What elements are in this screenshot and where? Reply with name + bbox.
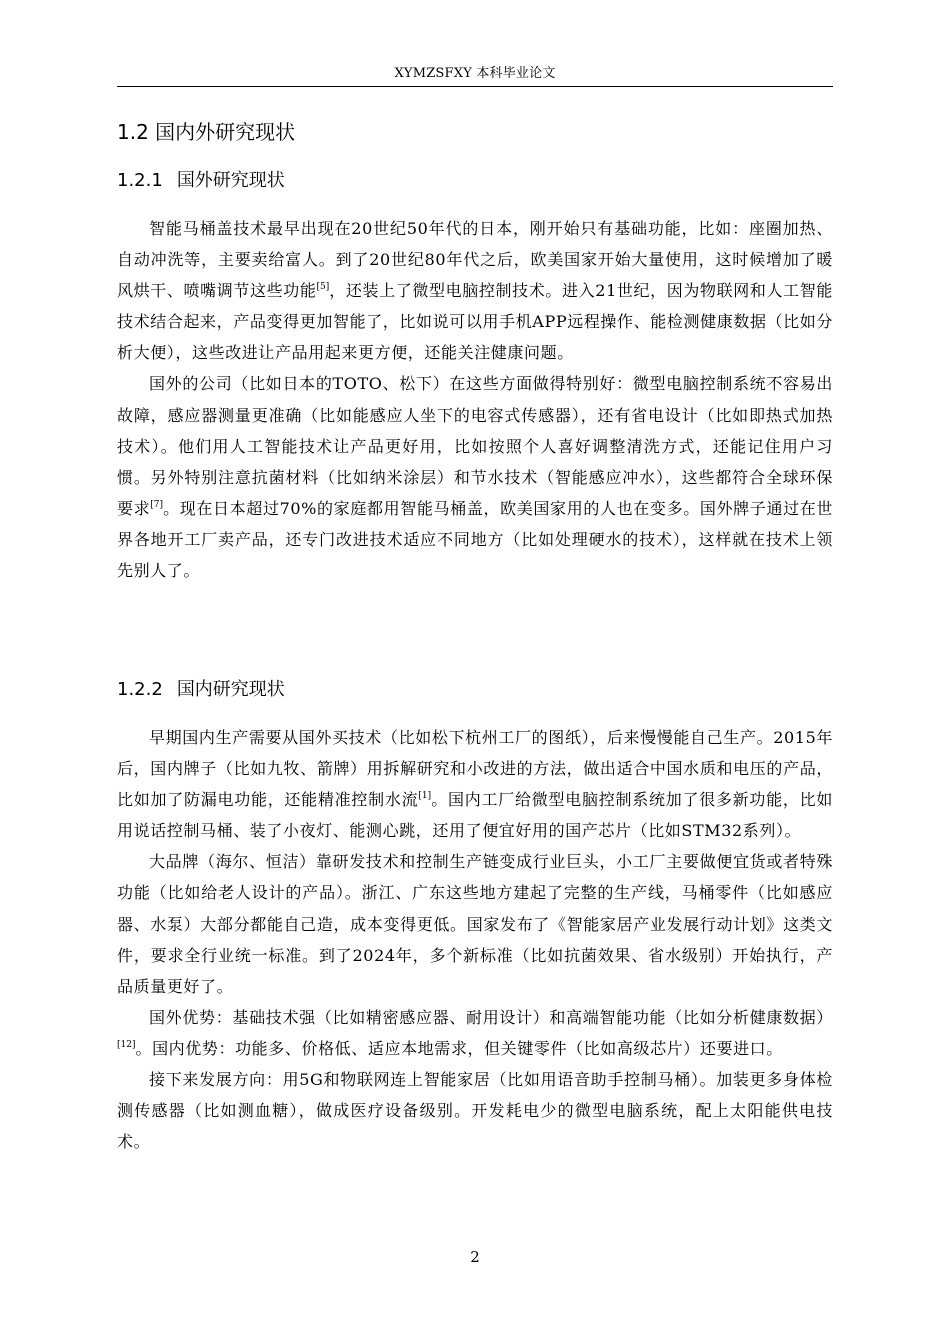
paragraph-text: 。国内优势：功能多、价格低、适应本地需求，但关键零件（比如高级芯片）还要进口。 (135, 1038, 783, 1058)
heading-title: 国外研究现状 (176, 170, 285, 191)
paragraph-text: 国外优势：基础技术强（比如精密感应器、耐用设计）和高端智能功能（比如分析健康数据） (149, 1007, 833, 1027)
citation: [7] (150, 499, 164, 510)
paragraph (117, 1002, 833, 1064)
citation: [12] (117, 1039, 136, 1050)
paragraph-text: 国外的公司（比如日本的TOTO、松下）在这些方面做得特别好：微型电脑控制系统不容易出故障，感应器测量更准确（比如能感应人坐下的电容式传感器），还有省电设计（比如即热式加热技术）。他们用人工智能技术让产品更好用，比如按照个人喜好调整清洗方式，还能记住用户习惯。另外特别注意抗菌材料（比如纳米涂层）和节水技术（智能感应冲水），这些都符合全球环保要求 (117, 374, 833, 518)
section-body-1-2-2 (117, 722, 833, 1157)
citation: [5] (316, 282, 330, 293)
paragraph: 大品牌（海尔、恒洁）靠研发技术和控制生产链变成行业巨头，小工厂主要做便宜货或者特殊功能（比如给老人设计的产品）。浙江、广东这些地方建起了完整的生产线，马桶零件（比如感应器、水泵）大部分都能自己造，成本变得更低。国家发布了《智能家居产业发展行动计划》这类文件，要求全行业统一标准。到了2024年，多个新标准（比如抗菌效果、省水级别）开始执行，产品质量更好了。 (117, 852, 833, 996)
paragraph (117, 213, 833, 368)
paragraph-text: 。现在日本超过70%的家庭都用智能马桶盖，欧美国家用的人也在变多。国外牌子通过在世界各地开工厂卖产品，还专门改进技术适应不同地方（比如处理硬水的技术），这样就在技术上领先别人了。 (117, 498, 833, 581)
page-number: 2 (470, 1248, 480, 1266)
paragraph: 接下来发展方向：用5G和物联网连上智能家居（比如用语音助手控制马桶）。加装更多身体检测传感器（比如测血糖），做成医疗设备级别。开发耗电少的微型电脑系统，配上太阳能供电技术。 (117, 1070, 833, 1152)
paragraph (117, 368, 833, 586)
heading-title: 国内研究现状 (176, 679, 285, 700)
paragraph-text: 智能马桶盖技术最早出现在20世纪50年代的日本，刚开始只有基础功能，比如：座圈加热、自动冲洗等，主要卖给富人。到了20世纪80年代之后，欧美国家开始大量使用，这时候增加了暖风烘干、喷嘴调节这些功能 (117, 219, 833, 301)
section-heading-1-2-2 (117, 677, 285, 703)
header-title: XYMZSFXY 本科毕业论文 (394, 66, 556, 81)
paragraph-text: 早期国内生产需要从国外买技术（比如松下杭州工厂的图纸），后来慢慢能自己生产。2015年后，国内牌子（比如九牧、箭牌）用拆解研究和小改进的方法，做出适合中国水质和电压的产品，比如加了防漏电功能，还能精准控制水流 (117, 728, 833, 810)
header-divider (117, 86, 833, 87)
section-heading-1-2: 1.2 国内外研究现状 (117, 120, 296, 144)
paragraph-text: 。国内工厂给微型电脑控制系统加了很多新功能，比如用说话控制马桶、装了小夜灯、能测心跳，还用了便宜好用的国产芯片（比如STM32系列）。 (117, 790, 833, 841)
section-body-1-2-1 (117, 213, 833, 586)
section-heading-1-2-1 (117, 168, 285, 194)
paragraph-text: ，还装上了微型电脑控制技术。进入21世纪，因为物联网和人工智能技术结合起来，产品变得更加智能了，比如说可以用手机APP远程操作、能检测健康数据（比如分析大便），这些改进让产品用起来更方便，还能关注健康问题。 (117, 281, 833, 363)
heading-number: 1.2.2 (117, 679, 163, 700)
citation: [1] (418, 791, 432, 802)
heading-number: 1.2.1 (117, 170, 163, 191)
paragraph (117, 722, 833, 846)
